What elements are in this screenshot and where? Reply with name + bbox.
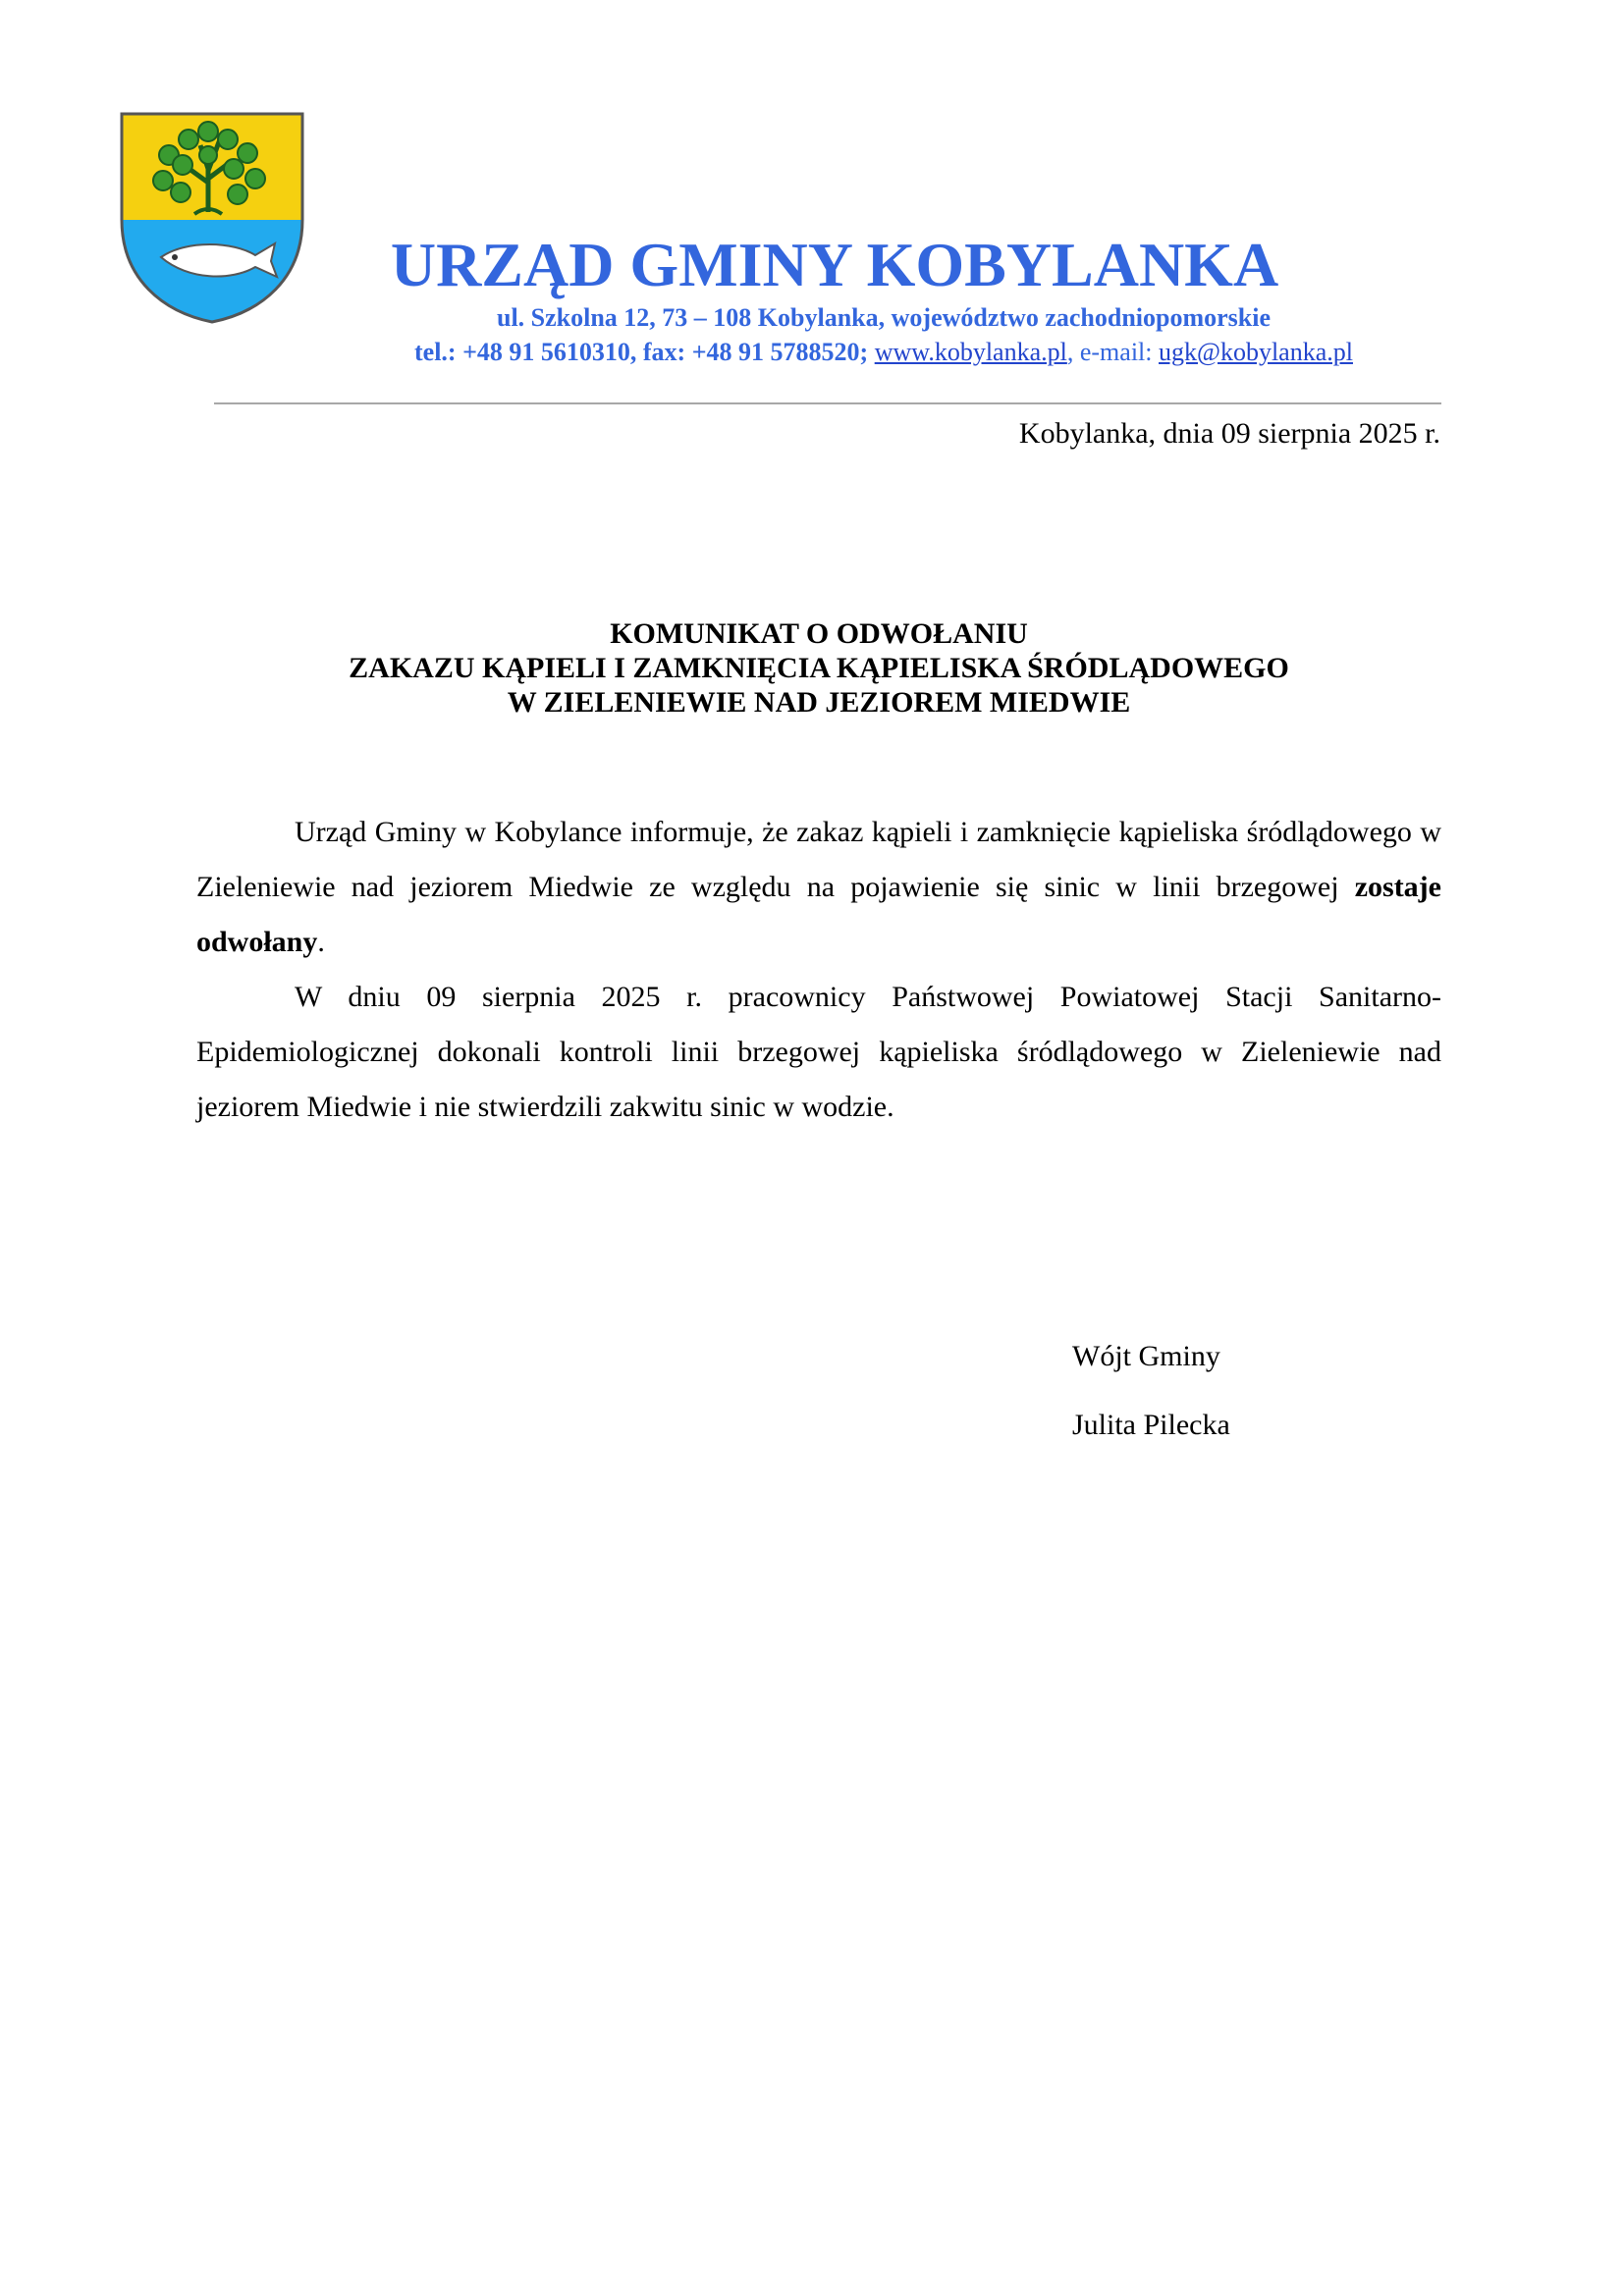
header-divider [214,402,1441,404]
paragraph-1-text: Urząd Gminy w Kobylance informuje, że zakaz kąpieli i zamknięcie kąpieliska śródlądowego w Zieleniewie nad jeziorem Miedwie ze względu na pojawienie się sinic w linii brzegowej [196,816,1441,903]
heading-line-2: ZAKAZU KĄPIELI I ZAMKNIĘCIA KĄPIELISKA ŚRÓDLĄDOWEGO [349,652,1289,684]
paragraph-1-end: . [317,926,325,958]
organization-address: ul. Szkolna 12, 73 – 108 Kobylanka, województwo zachodniopomorskie [496,303,1272,332]
paragraph-1 [196,805,1441,970]
signature-name: Julita Pilecka [1072,1409,1230,1441]
signature-title: Wójt Gminy [1072,1340,1220,1372]
organization-name: URZĄD GMINY KOBYLANKA [390,230,1279,299]
document-heading [196,616,1441,720]
heading-line-3: W ZIELENIEWIE NAD JEZIOREM MIEDWIE [507,686,1131,719]
heading-line-1: KOMUNIKAT O ODWOŁANIU [610,617,1028,650]
document-body [196,805,1441,1135]
paragraph-2: W dniu 09 sierpnia 2025 r. pracownicy Państwowej Powiatowej Stacji Sanitarno-Epidemiologicznej dokonali kontroli linii brzegowej kąpieliska śródlądowego w Zieleniewie nad jeziorem Miedwie i nie stwierdzili zakwitu sinic w wodzie. [196,981,1441,1123]
email-label: , e-mail: [1066,338,1159,366]
paragraph-1-bold: zostaje odwołany [196,871,1441,958]
organization-contact [245,337,1522,368]
document-date: Kobylanka, dnia 09 sierpnia 2025 r. [1018,417,1440,450]
signature-block [1072,1337,1230,1474]
phone-fax: tel.: +48 91 5610310, fax: +48 91 5788520; [414,338,869,366]
website-link[interactable]: www.kobylanka.pl [874,338,1067,366]
email-link[interactable]: ugk@kobylanka.pl [1159,338,1353,366]
